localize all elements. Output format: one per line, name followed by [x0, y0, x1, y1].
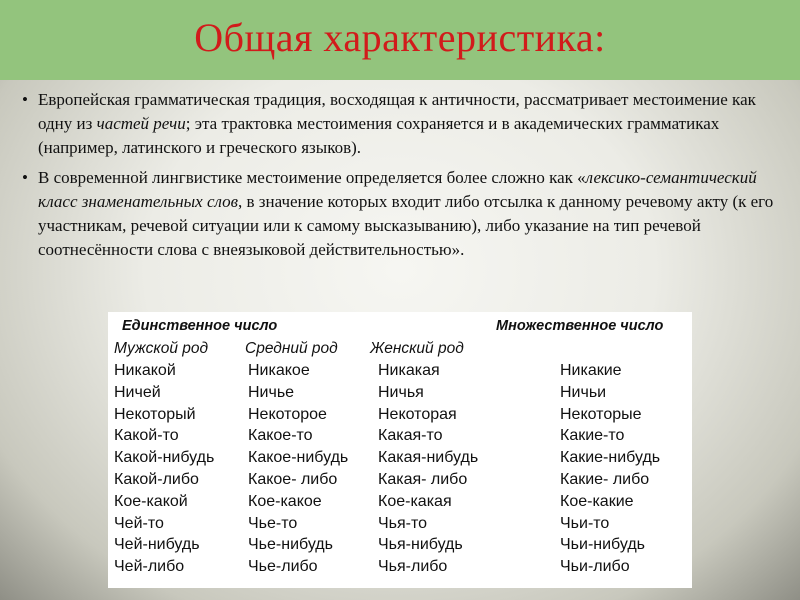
table-cell-masculine: Какой-нибудь [114, 449, 215, 467]
table-cell-neuter: Ничье [248, 383, 295, 401]
bullet-text-italic: лексико-семантический класс знаменательных слов [38, 168, 757, 211]
table-cell-feminine: Некоторая [378, 405, 457, 423]
table-cell-plural: Чьи-нибудь [560, 536, 645, 554]
table-subheader-neuter: Средний род [245, 340, 338, 357]
table-cell-feminine: Никакая [378, 362, 440, 379]
slide-title: Общая характеристика: [194, 15, 606, 60]
table-cell-masculine: Кое-какой [114, 492, 188, 510]
table-cell-neuter: Какое- либо [248, 471, 338, 488]
table-cell-masculine: Чей-нибудь [114, 536, 200, 554]
table-cell-neuter: Какое-то [248, 427, 313, 445]
table-cell-plural: Какие- либо [560, 471, 650, 488]
table-cell-plural: Некоторые [560, 405, 642, 423]
table-cell-plural: Чьи-либо [560, 558, 630, 576]
table-cell-neuter: Некоторое [248, 405, 327, 423]
table-subheader-feminine: Женский род [370, 340, 464, 357]
bullet-dot-icon: • [22, 90, 28, 109]
table-cell-plural: Какие-нибудь [560, 449, 661, 467]
table-cell-plural: Кое-какие [560, 492, 634, 510]
table-cell-feminine: Какая-нибудь [378, 449, 479, 467]
table-cell-plural: Никакие [560, 362, 622, 379]
table-cell-plural: Какие-то [560, 427, 625, 445]
table-cell-plural: Чьи-то [560, 514, 610, 532]
table-cell-feminine: Чья-нибудь [378, 536, 463, 554]
table-cell-plural: Ничьи [560, 383, 607, 401]
table-cell-neuter: Кое-какое [248, 492, 322, 510]
table-cell-feminine: Чья-то [378, 514, 428, 532]
bullet-text-part: ; эта трактовка местоимения сохраняется и в академических грамматиках (например, латинского и греческого языков). [38, 114, 720, 157]
table-cell-neuter: Чье-нибудь [248, 536, 333, 554]
table-cell-neuter: Никакое [248, 362, 310, 379]
table-group-header-singular: Единственное число [122, 318, 278, 334]
table-cell-feminine: Какая- либо [378, 471, 468, 488]
table-cell-masculine: Чей-то [114, 514, 164, 532]
table-cell-masculine: Ничей [114, 383, 161, 401]
bullet-list [22, 88, 790, 268]
table-cell-neuter: Чье-либо [248, 558, 318, 576]
table-cell-neuter: Какое-нибудь [248, 449, 349, 467]
table-cell-feminine: Кое-какая [378, 492, 452, 510]
table-cell-masculine: Никакой [114, 362, 176, 379]
table-cell-masculine: Чей-либо [114, 558, 185, 576]
table-cell-neuter: Чье-то [248, 514, 298, 532]
pronoun-table [108, 312, 692, 588]
table-cell-masculine: Какой-либо [114, 471, 199, 488]
bullet-text-italic: частей речи [96, 114, 186, 133]
bullet-text-part: , в значение которых входит либо отсылка к данному речевому акту (к его участникам, речевой ситуации или к самому высказыванию), либо указание на тип речевой соотнесённости слова с внеязыковой действительностью». [38, 192, 774, 259]
table-cell-feminine: Чья-либо [378, 558, 448, 576]
bullet-dot-icon: • [22, 168, 28, 187]
table-cell-feminine: Какая-то [378, 427, 443, 445]
table-group-header-plural: Множественное число [496, 318, 664, 334]
bullet-text-part: В современной лингвистике местоимение определяется более сложно как « [38, 168, 586, 187]
bullet-item [22, 88, 790, 160]
bullet-text-part: Европейская грамматическая традиция, восходящая к античности, рассматривает местоимение как одну из [38, 90, 756, 133]
table-cell-masculine: Некоторый [114, 405, 196, 423]
bullet-item [22, 166, 790, 262]
table-cell-masculine: Какой-то [114, 427, 179, 445]
table-cell-feminine: Ничья [378, 383, 424, 401]
table-subheader-masculine: Мужской род [114, 340, 209, 357]
